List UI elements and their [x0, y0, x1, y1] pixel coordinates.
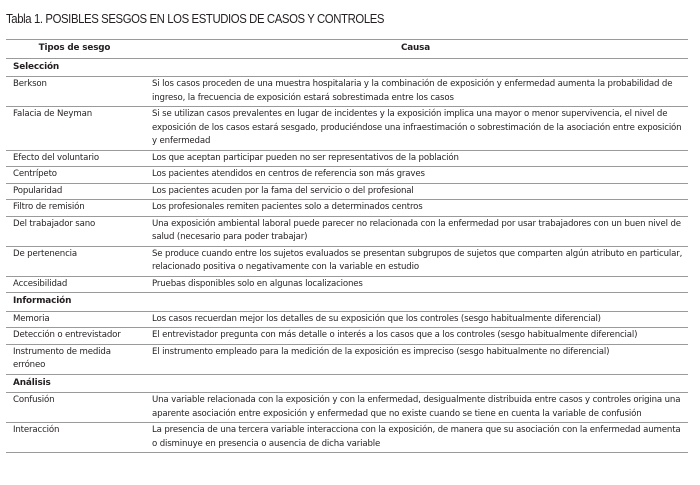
bias-cause: Si los casos proceden de una muestra hospitalaria y la combinación de exposición y enfermedad aumenta la probabilidad de ingreso, la frecuencia de exposición estará sobrestimada entre los casos: [143, 77, 688, 107]
bias-type: Detección o entrevistador: [6, 328, 143, 345]
bias-type: Berkson: [6, 77, 143, 107]
section-row-analisis: [6, 374, 688, 393]
bias-cause: Una exposición ambiental laboral puede parecer no relacionada con la enfermedad por usar trabajadores con un buen nivel de salud (necesario para poder trabajar): [143, 216, 688, 246]
table-row: [6, 167, 688, 184]
bias-type: Instrumento de medida erróneo: [6, 344, 143, 374]
bias-cause: Se produce cuando entre los sujetos evaluados se presentan subgrupos de sujetos que comparten algún atributo en particular, relacionado positiva o negativamente con la variable en estudio: [143, 246, 688, 276]
table-row: [6, 200, 688, 217]
bias-type: Accesibilidad: [6, 276, 143, 293]
header-bias-type: Tipos de sesgo: [6, 40, 143, 59]
table-title: Tabla 1. POSIBLES SESGOS EN LOS ESTUDIOS DE CASOS Y CONTROLES: [6, 11, 385, 26]
bias-type: Filtro de remisión: [6, 200, 143, 217]
table-row: [6, 246, 688, 276]
table-row: [6, 216, 688, 246]
bias-cause: La presencia de una tercera variable interacciona con la exposición, de manera que su asociación con la enfermedad aumenta o disminuye en presencia o ausencia de dicha variable: [143, 423, 688, 453]
bias-cause: Los que aceptan participar pueden no ser representativos de la población: [143, 150, 688, 167]
table-row: [6, 393, 688, 423]
bias-type: De pertenencia: [6, 246, 143, 276]
bias-type: Popularidad: [6, 183, 143, 200]
table-row: [6, 423, 688, 453]
bias-type: Centrípeto: [6, 167, 143, 184]
bias-cause: Si se utilizan casos prevalentes en lugar de incidentes y la exposición implica una mayor o menor supervivencia, el nivel de exposición de los casos estará sesgado, produciéndose una infraestimación o sobrestimación de la asociación entre exposición y enfermedad: [143, 107, 688, 151]
section-row-seleccion: [6, 58, 688, 77]
section-label: Análisis: [6, 374, 688, 393]
bias-type: Memoria: [6, 311, 143, 328]
header-cause: Causa: [143, 40, 688, 59]
bias-cause: Los pacientes acuden por la fama del servicio o del profesional: [143, 183, 688, 200]
table-header-row: [6, 40, 688, 59]
bias-type: Confusión: [6, 393, 143, 423]
bias-table: [6, 39, 688, 453]
table-row: [6, 328, 688, 345]
bias-type: Falacia de Neyman: [6, 107, 143, 151]
table-row: [6, 311, 688, 328]
table-row: [6, 344, 688, 374]
section-label: Información: [6, 293, 688, 312]
table-row: [6, 150, 688, 167]
bias-type: Del trabajador sano: [6, 216, 143, 246]
bias-type: Efecto del voluntario: [6, 150, 143, 167]
section-row-informacion: [6, 293, 688, 312]
table-row: [6, 276, 688, 293]
bias-cause: Los profesionales remiten pacientes solo a determinados centros: [143, 200, 688, 217]
bias-cause: Los pacientes atendidos en centros de referencia son más graves: [143, 167, 688, 184]
table-row: [6, 107, 688, 151]
bias-cause: Pruebas disponibles solo en algunas localizaciones: [143, 276, 688, 293]
section-label: Selección: [6, 58, 688, 77]
table-row: [6, 183, 688, 200]
bias-cause: El instrumento empleado para la medición de la exposición es impreciso (sesgo habitualmente no diferencial): [143, 344, 688, 374]
bias-type: Interacción: [6, 423, 143, 453]
bias-cause: Los casos recuerdan mejor los detalles de su exposición que los controles (sesgo habitualmente diferencial): [143, 311, 688, 328]
bias-cause: El entrevistador pregunta con más detalle o interés a los casos que a los controles (sesgo habitualmente diferencial): [143, 328, 688, 345]
table-row: [6, 77, 688, 107]
bias-cause: Una variable relacionada con la exposición y con la enfermedad, desigualmente distribuida entre casos y controles origina una aparente asociación entre exposición y enfermedad que no existe cuando se tiene en cuenta la variable de confusión: [143, 393, 688, 423]
